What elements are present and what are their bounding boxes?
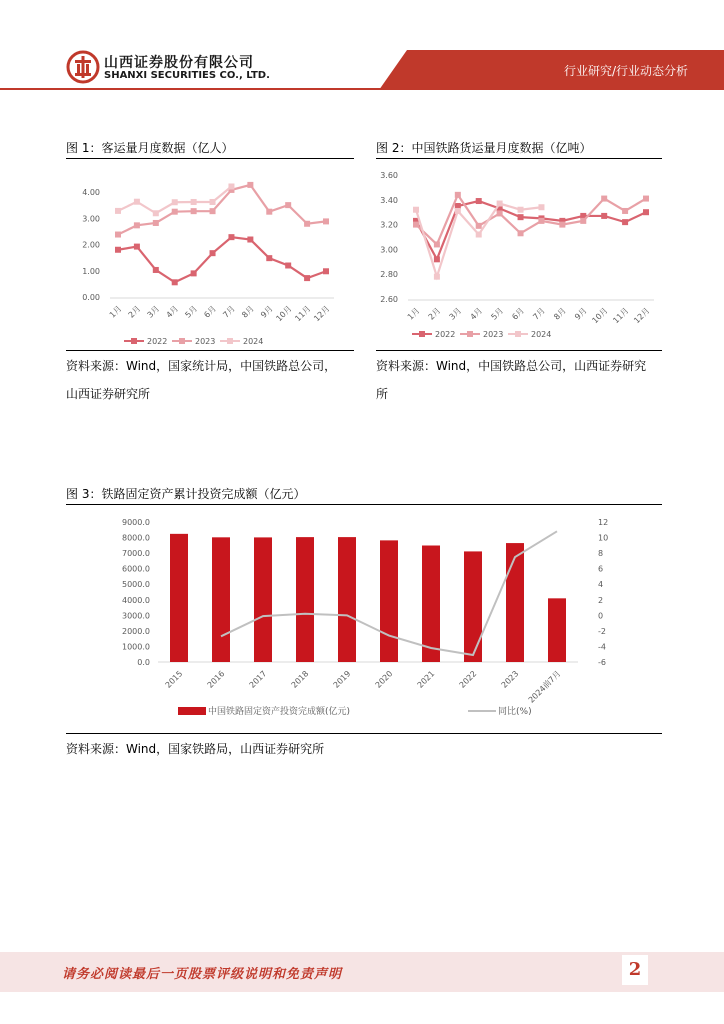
fig3-ytick-left: 4000.0 xyxy=(122,595,150,605)
fig1-ytick-label: 2.00 xyxy=(82,240,100,250)
fig1-source xyxy=(66,352,336,408)
fig3-ytick-left: 7000.0 xyxy=(122,549,150,559)
fig3-ytick-right: -4 xyxy=(598,642,606,652)
fig1-xtick-label: 4月 xyxy=(164,304,181,320)
fig2-ytick-label: 3.20 xyxy=(380,220,398,230)
fig3-bar xyxy=(170,534,188,662)
fig2-legend-marker xyxy=(467,331,473,337)
fig2-point-2024 xyxy=(434,274,440,280)
fig3-ytick-left: 3000.0 xyxy=(122,611,150,621)
fig2-point-2024 xyxy=(518,207,524,213)
fig3-bar xyxy=(506,543,524,662)
fig2-point-2024 xyxy=(476,232,482,238)
fig1-point-2022 xyxy=(266,255,272,261)
fig1-point-2023 xyxy=(247,182,253,188)
brand-name-en: SHANXI SECURITIES CO., LTD. xyxy=(104,70,270,81)
fig2-legend-marker xyxy=(419,331,425,337)
fig1-point-2024 xyxy=(172,199,178,205)
fig1-point-2022 xyxy=(247,237,253,243)
fig2-point-2023 xyxy=(476,223,482,229)
fig3-xtick-label: 2023 xyxy=(499,669,521,690)
fig3-xtick-label: 2019 xyxy=(331,669,353,690)
fig1-ytick-label: 4.00 xyxy=(82,188,100,197)
fig1-point-2023 xyxy=(153,220,159,226)
fig1-point-2023 xyxy=(266,209,272,215)
fig3-legend-bar-label: 中国铁路固定资产投资完成额(亿元) xyxy=(208,707,351,717)
fig2-point-2023 xyxy=(622,208,628,214)
fig2-xtick-label: 11月 xyxy=(611,306,631,326)
page-number: 2 xyxy=(622,955,648,985)
fig1-point-2022 xyxy=(323,268,329,274)
report-section-label: 行业研究/行业动态分析 xyxy=(563,64,688,78)
fig1-point-2022 xyxy=(134,244,140,250)
fig1-point-2024 xyxy=(210,199,216,205)
fig3-investment-chart xyxy=(66,508,662,728)
fig3-ytick-left: 6000.0 xyxy=(122,564,150,574)
fig1-xtick-label: 11月 xyxy=(293,304,313,324)
fig3-ytick-right: 2 xyxy=(598,595,604,605)
fig2-xtick-label: 3月 xyxy=(447,306,464,322)
fig1-xtick-label: 10月 xyxy=(274,304,294,324)
fig2-legend-label: 2023 xyxy=(483,330,504,339)
fig2-xtick-label: 7月 xyxy=(531,306,547,322)
fig3-ytick-right: 12 xyxy=(598,518,609,527)
fig1-legend-label: 2022 xyxy=(147,337,168,346)
fig2-point-2022 xyxy=(476,198,482,204)
fig2-point-2023 xyxy=(643,196,649,202)
fig2-point-2022 xyxy=(518,214,524,220)
fig3-bar xyxy=(338,537,356,662)
fig1-legend-marker xyxy=(131,338,137,344)
fig3-bar xyxy=(296,537,314,662)
fig2-xtick-label: 6月 xyxy=(510,306,526,322)
fig2-point-2023 xyxy=(497,210,503,216)
fig3-top-rule xyxy=(66,504,662,505)
fig3-bar xyxy=(548,598,566,662)
fig2-point-2023 xyxy=(538,218,544,224)
fig2-source-line1: 资料来源：Wind，中国铁路总公司，山西证券研究 xyxy=(376,359,647,373)
fig1-ytick-label: 3.00 xyxy=(82,214,100,224)
fig3-xtick-label: 2018 xyxy=(289,669,311,690)
fig3-ytick-right: -2 xyxy=(598,626,606,636)
fig1-xtick-label: 3月 xyxy=(145,304,162,320)
fig1-point-2022 xyxy=(191,270,197,276)
fig1-point-2024 xyxy=(191,199,197,205)
fig3-bar xyxy=(254,537,272,662)
fig2-point-2022 xyxy=(622,219,628,225)
fig1-point-2023 xyxy=(304,221,310,227)
fig1-xtick-label: 6月 xyxy=(202,304,218,320)
fig1-point-2023 xyxy=(172,209,178,215)
fig2-point-2023 xyxy=(559,222,565,228)
fig1-source-line2: 山西证券研究所 xyxy=(66,387,151,401)
fig1-passenger-chart xyxy=(66,162,356,347)
fig3-ytick-right: 6 xyxy=(598,564,604,574)
fig1-point-2023 xyxy=(285,202,291,208)
fig3-ytick-left: 0.0 xyxy=(137,658,150,667)
fig2-point-2023 xyxy=(601,196,607,202)
fig2-point-2024 xyxy=(538,204,544,210)
fig1-xtick-label: 1月 xyxy=(107,304,124,320)
brand-name-cn: 山西证券股份有限公司 xyxy=(104,55,254,71)
fig2-ytick-label: 3.60 xyxy=(380,171,398,180)
fig1-legend-label: 2023 xyxy=(195,337,216,346)
fig2-point-2024 xyxy=(455,208,461,214)
header-rule xyxy=(0,88,724,90)
fig2-point-2023 xyxy=(455,192,461,198)
fig1-point-2024 xyxy=(115,208,121,214)
fig1-ytick-label: 1.00 xyxy=(82,266,100,276)
fig3-legend-bar-swatch xyxy=(178,707,206,715)
fig3-bottom-rule xyxy=(66,733,662,734)
fig3-ytick-right: -6 xyxy=(598,658,606,667)
fig3-ytick-right: 4 xyxy=(598,580,604,590)
fig2-top-rule xyxy=(376,158,662,159)
fig2-ytick-label: 3.00 xyxy=(380,245,398,255)
company-logo xyxy=(66,50,306,88)
fig2-ytick-label: 2.60 xyxy=(380,295,398,304)
fig3-ytick-right: 0 xyxy=(598,611,604,621)
fig1-xtick-label: 5月 xyxy=(183,304,200,320)
fig1-xtick-label: 2月 xyxy=(126,304,143,320)
fig1-source-line1: 资料来源：Wind，国家统计局，中国铁路总公司， xyxy=(66,359,337,373)
fig3-bar xyxy=(380,540,398,662)
fig3-ytick-left: 5000.0 xyxy=(122,580,150,590)
fig1-top-rule xyxy=(66,158,354,159)
fig1-point-2023 xyxy=(134,222,140,228)
fig2-source xyxy=(376,352,646,408)
fig3-xtick-label: 2015 xyxy=(163,669,185,690)
fig3-bar xyxy=(464,551,482,662)
fig3-bar xyxy=(212,537,230,662)
fig3-legend-line-label: 同比(%) xyxy=(498,707,532,717)
fig1-point-2023 xyxy=(210,208,216,214)
fig2-ytick-label: 2.80 xyxy=(380,270,398,280)
fig3-ytick-right: 8 xyxy=(598,549,604,559)
fig1-bottom-rule xyxy=(66,350,354,351)
fig3-source: 资料来源：Wind，国家铁路局，山西证券研究所 xyxy=(66,742,325,756)
fig1-series-line-2022 xyxy=(118,237,326,282)
fig2-point-2023 xyxy=(413,222,419,228)
footer-disclaimer-link[interactable]: 请务必阅读最后一页股票评级说明和免责声明 xyxy=(62,967,343,982)
fig2-freight-chart xyxy=(370,162,664,347)
fig2-point-2024 xyxy=(413,207,419,213)
fig3-xtick-label: 2024前7月 xyxy=(526,669,563,705)
fig2-xtick-label: 2月 xyxy=(426,306,443,322)
fig3-xtick-label: 2020 xyxy=(373,669,395,690)
fig1-point-2024 xyxy=(153,210,159,216)
fig3-title: 图 3：铁路固定资产累计投资完成额（亿元） xyxy=(66,487,306,501)
fig3-xtick-label: 2017 xyxy=(247,669,269,690)
fig1-point-2022 xyxy=(115,247,121,253)
fig1-point-2024 xyxy=(228,183,234,189)
fig2-point-2022 xyxy=(601,213,607,219)
fig3-ytick-left: 2000.0 xyxy=(122,626,150,636)
fig2-xtick-label: 10月 xyxy=(590,306,610,326)
fig1-point-2022 xyxy=(153,267,159,273)
fig2-ytick-label: 3.40 xyxy=(380,195,398,205)
fig2-point-2022 xyxy=(434,256,440,262)
fig2-xtick-label: 5月 xyxy=(489,306,506,322)
fig2-point-2023 xyxy=(434,241,440,247)
fig1-ytick-label: 0.00 xyxy=(82,293,100,302)
fig2-bottom-rule xyxy=(376,350,662,351)
fig2-point-2023 xyxy=(580,218,586,224)
fig3-ytick-left: 8000.0 xyxy=(122,533,150,543)
fig1-point-2023 xyxy=(115,232,121,238)
fig1-point-2023 xyxy=(191,208,197,214)
fig1-legend-marker xyxy=(227,338,233,344)
fig1-legend-marker xyxy=(179,338,185,344)
fig3-ytick-left: 1000.0 xyxy=(122,642,150,652)
fig1-point-2022 xyxy=(304,275,310,281)
fig2-source-line2: 所 xyxy=(376,387,389,401)
fig2-point-2023 xyxy=(518,230,524,236)
fig1-xtick-label: 8月 xyxy=(240,304,256,320)
fig3-bar xyxy=(422,546,440,662)
fig2-point-2022 xyxy=(643,209,649,215)
fig2-xtick-label: 12月 xyxy=(632,306,652,326)
fig2-legend-label: 2024 xyxy=(531,330,552,339)
fig3-xtick-label: 2016 xyxy=(205,669,227,690)
fig2-xtick-label: 1月 xyxy=(405,306,422,322)
fig1-xtick-label: 9月 xyxy=(259,304,275,320)
fig1-point-2022 xyxy=(210,250,216,256)
fig2-xtick-label: 4月 xyxy=(468,306,485,322)
fig2-title: 图 2：中国铁路货运量月度数据（亿吨） xyxy=(376,141,592,155)
fig1-legend-label: 2024 xyxy=(243,337,264,346)
fig1-point-2022 xyxy=(172,279,178,285)
fig3-xtick-label: 2021 xyxy=(415,669,437,690)
fig1-xtick-label: 12月 xyxy=(312,304,332,324)
fig2-xtick-label: 8月 xyxy=(552,306,568,322)
fig2-xtick-label: 9月 xyxy=(573,306,589,322)
fig3-ytick-left: 9000.0 xyxy=(122,518,150,527)
fig1-xtick-label: 7月 xyxy=(221,304,237,320)
fig1-point-2024 xyxy=(134,199,140,205)
fig3-xtick-label: 2022 xyxy=(457,669,479,690)
fig3-ytick-right: 10 xyxy=(598,533,609,543)
fig1-point-2023 xyxy=(323,218,329,224)
fig1-point-2022 xyxy=(228,234,234,240)
fig1-point-2022 xyxy=(285,263,291,269)
fig2-legend-label: 2022 xyxy=(435,330,456,339)
company-emblem-icon xyxy=(66,50,100,84)
fig2-legend-marker xyxy=(515,331,521,337)
fig2-point-2024 xyxy=(497,201,503,207)
fig1-title: 图 1：客运量月度数据（亿人） xyxy=(66,141,234,155)
